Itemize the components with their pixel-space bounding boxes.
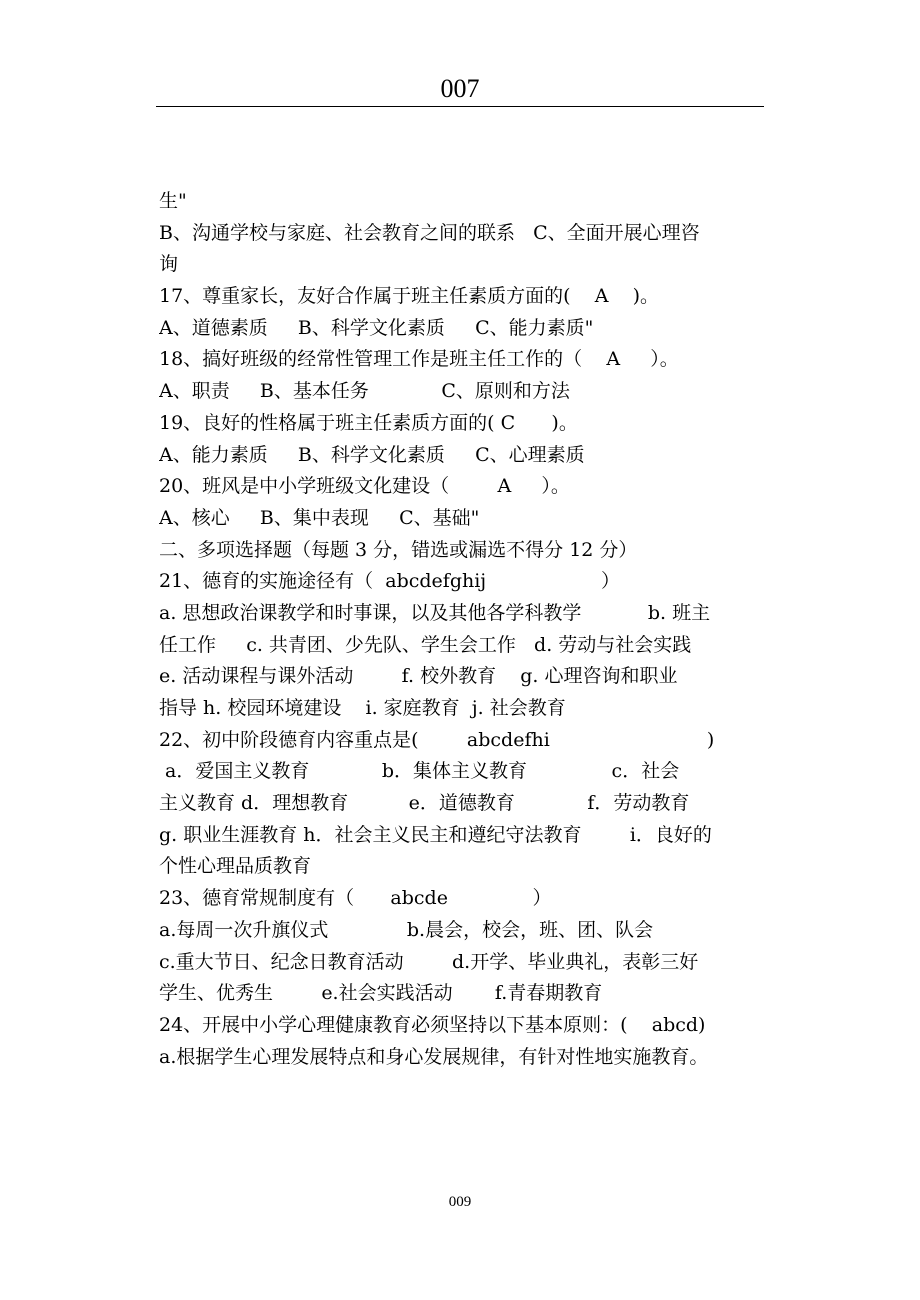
text-line: 个性心理品质教育	[159, 855, 312, 878]
text-line: 19、良好的性格属于班主任素质方面的( C )。	[159, 411, 578, 434]
text-line: 18、搞好班级的经常性管理工作是班主任工作的（ A ）。	[159, 348, 679, 371]
text-line: A、职责 B、基本任务 C、原则和方法	[159, 380, 570, 403]
text-line: 生"	[159, 190, 187, 212]
text-line: A、能力素质 B、科学文化素质 C、心理素质	[159, 443, 585, 466]
header-page-number: 007	[440, 74, 480, 103]
text-line: 24、开展中小学心理健康教育必须坚持以下基本原则：( abcd)	[159, 1013, 706, 1036]
text-line: 21、德育的实施途径有（ abcdefghij ）	[159, 570, 620, 593]
text-line: A、道德素质 B、科学文化素质 C、能力素质"	[159, 316, 594, 339]
text-line: 任工作 c. 共青团、少先队、学生会工作 d. 劳动与社会实践	[159, 633, 692, 656]
text-line: 二、多项选择题（每题 3 分，错选或漏选不得分 12 分）	[159, 538, 638, 561]
text-line: 指导 h. 校园环境建设 i. 家庭教育 j. 社会教育	[159, 697, 566, 719]
text-line: 17、尊重家长，友好合作属于班主任素质方面的( A )。	[159, 285, 660, 308]
text-line: 23、德育常规制度有（ abcde ）	[159, 887, 552, 910]
text-line: 主义教育 d．理想教育 e．道德教育 f．劳动教育	[159, 792, 690, 815]
footer-page-number: 009	[448, 1194, 472, 1210]
text-line: e. 活动课程与课外活动 f. 校外教育 g. 心理咨询和职业	[159, 665, 678, 688]
text-line: 询	[159, 253, 179, 276]
text-line: 20、班风是中小学班级文化建设（ A ）。	[159, 475, 570, 498]
text-line: a．爱国主义教育 b．集体主义教育 c．社会	[159, 760, 680, 783]
text-line: B、沟通学校与家庭、社会教育之间的联系 C、全面开展心理咨	[159, 221, 700, 244]
document-body	[159, 186, 769, 1073]
text-line: 学生、优秀生 e.社会实践活动 f.青春期教育	[159, 982, 603, 1005]
text-line: c.重大节日、纪念日教育活动 d.开学、毕业典礼，表彰三好	[159, 950, 699, 973]
text-line: g. 职业生涯教育 h．社会主义民主和遵纪守法教育 i．良好的	[159, 823, 712, 846]
header-rule	[156, 106, 764, 107]
text-line: a. 思想政治课教学和时事课，以及其他各学科教学 b. 班主	[159, 601, 711, 624]
text-line: A、核心 B、集中表现 C、基础"	[159, 506, 480, 529]
text-line: 22、初中阶段德育内容重点是( abcdefhi )	[159, 728, 715, 751]
text-line: a.根据学生心理发展特点和身心发展规律，有针对性地实施教育。	[159, 1045, 709, 1068]
text-line: a.每周一次升旗仪式 b.晨会，校会，班、团、队会	[159, 918, 654, 941]
